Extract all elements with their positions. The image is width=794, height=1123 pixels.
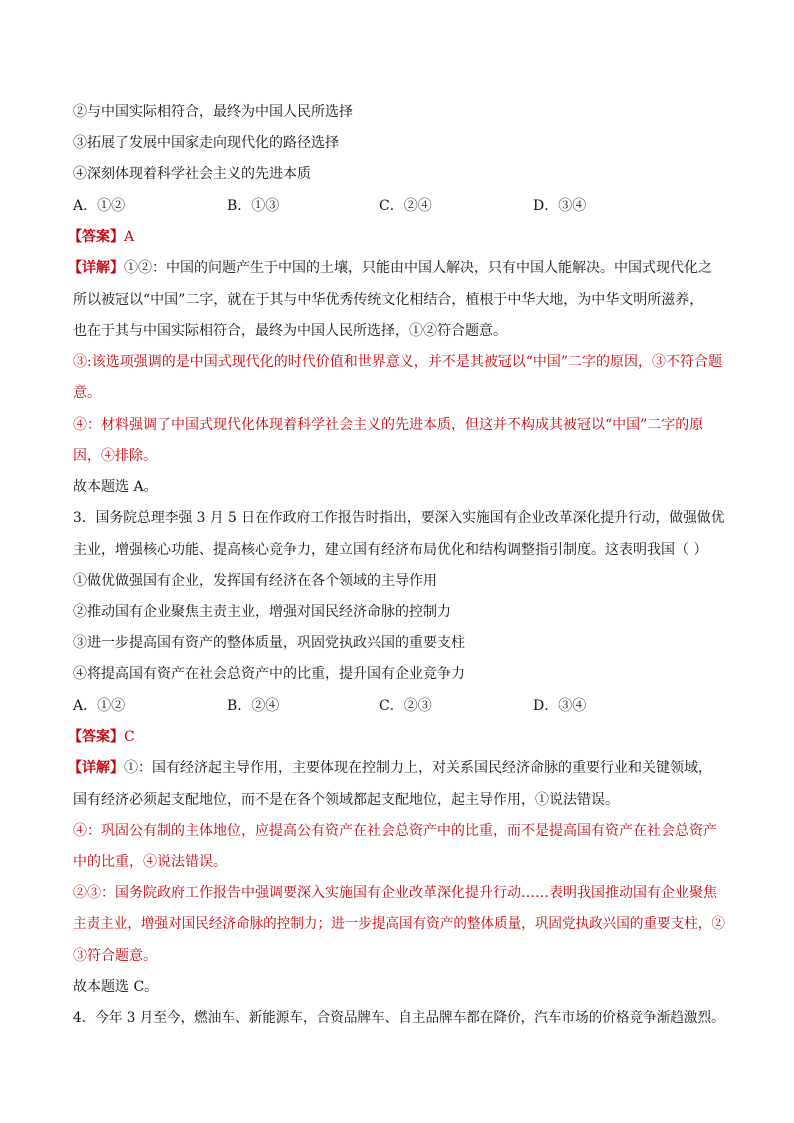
answer-value: C bbox=[124, 729, 135, 745]
answer-tag: 【答案】 bbox=[68, 729, 124, 745]
detail-text: ①②：中国的问题产生于中国的土壤，只能由中国人解决，只有中国人能解决。中国式现代化之 bbox=[124, 260, 712, 276]
q4-stem-line-1: 4．今年 3 月至今，燃油车、新能源车，合资品牌车、自主品牌车都在降价，汽车市场的价格竞争渐趋激烈。 bbox=[73, 1010, 725, 1026]
detail-tag: 【详解】 bbox=[68, 260, 124, 276]
q2-detail-1-line-3: 也在于其与中国实际相符合，最终为中国人民所选择，①②符合题意。 bbox=[73, 323, 507, 339]
q2-option-c: C．②④ bbox=[379, 198, 432, 214]
answer-tag: 【答案】 bbox=[68, 229, 124, 245]
q3-detail-2-line-1: ④：巩固公有制的主体地位，应提高公有资产在社会总资产中的比重，而不是提高国有资产在社会总资产 bbox=[73, 823, 717, 839]
q3-detail-1-line-1 bbox=[68, 758, 712, 778]
q3-detail-2-line-2: 中的比重，④说法错误。 bbox=[73, 854, 227, 870]
q3-option-a: A．①② bbox=[73, 698, 126, 714]
q3-stem-line-1: 3．国务院总理李强 3 月 5 日在作政府工作报告时指出，要深入实施国有企业改革深化提升行动，做强做优 bbox=[73, 510, 725, 526]
q3-detail-1-line-2: 国有经济必须起支配地位，而不是在各个领域都起支配地位，起主导作用，①说法错误。 bbox=[73, 792, 619, 808]
q2-detail-1-line-2: 所以被冠以“中国”二字，就在于其与中华优秀传统文化相结合，植根于中华大地，为中华文明所滋养， bbox=[73, 292, 704, 308]
q2-detail-1-line-1 bbox=[68, 258, 712, 278]
q2-option-b: B．①③ bbox=[227, 198, 280, 214]
q2-detail-2-line-1: ③:该选项强调的是中国式现代化的时代价值和世界意义，并不是其被冠以“中国”二字的原因，③不符合题 bbox=[73, 354, 723, 370]
q3-options bbox=[73, 696, 723, 716]
q3-detail-3-line-1: ②③：国务院政府工作报告中强调要深入实施国有企业改革深化提升行动……表明我国推动国有企业聚焦 bbox=[73, 885, 717, 901]
q2-detail-3-line-1: ④：材料强调了中国式现代化体现着科学社会主义的先进本质，但这并不构成其被冠以“中国”二字的原 bbox=[73, 417, 704, 433]
q2-options bbox=[73, 196, 723, 216]
q3-statement-3: ③进一步提高国有资产的整体质量，巩固党执政兴国的重要支柱 bbox=[73, 635, 465, 651]
q2-conclusion: 故本题选 A。 bbox=[73, 479, 158, 495]
q3-stem-line-2: 主业，增强核心功能、提高核心竞争力，建立国有经济布局优化和结构调整指引制度。这表明我国（ ） bbox=[73, 542, 708, 558]
q3-statement-2: ②推动国有企业聚焦主责主业，增强对国民经济命脉的控制力 bbox=[73, 604, 451, 620]
q2-statement-2: ②与中国实际相符合，最终为中国人民所选择 bbox=[73, 104, 353, 120]
q3-option-b: B．②④ bbox=[227, 698, 280, 714]
answer-value: A bbox=[124, 229, 135, 245]
q2-option-d: D．③④ bbox=[533, 198, 587, 214]
q2-detail-3-line-2: 因，④排除。 bbox=[73, 448, 157, 464]
q3-statement-1: ①做优做强国有企业，发挥国有经济在各个领域的主导作用 bbox=[73, 573, 437, 589]
detail-tag: 【详解】 bbox=[68, 760, 124, 776]
q3-answer bbox=[68, 727, 135, 747]
q2-detail-2-line-2: 意。 bbox=[73, 385, 101, 401]
q2-option-a: A．①② bbox=[73, 198, 126, 214]
q2-statement-3: ③拓展了发展中国家走向现代化的路径选择 bbox=[73, 135, 339, 151]
q3-option-d: D．③④ bbox=[533, 698, 587, 714]
q2-answer bbox=[68, 227, 134, 247]
q3-detail-3-line-3: ③符合题意。 bbox=[73, 948, 157, 964]
detail-text: ①：国有经济起主导作用，主要体现在控制力上，对关系国民经济命脉的重要行业和关键领域， bbox=[124, 760, 712, 776]
q3-statement-4: ④将提高国有资产在社会总资产中的比重，提升国有企业竞争力 bbox=[73, 666, 465, 682]
q3-option-c: C．②③ bbox=[379, 698, 432, 714]
q2-statement-4: ④深刻体现着科学社会主义的先进本质 bbox=[73, 166, 311, 182]
q3-detail-3-line-2: 主责主业，增强对国民经济命脉的控制力；进一步提高国有资产的整体质量，巩固党执政兴国的重要支柱，② bbox=[73, 916, 725, 932]
q3-conclusion: 故本题选 C。 bbox=[73, 979, 159, 995]
